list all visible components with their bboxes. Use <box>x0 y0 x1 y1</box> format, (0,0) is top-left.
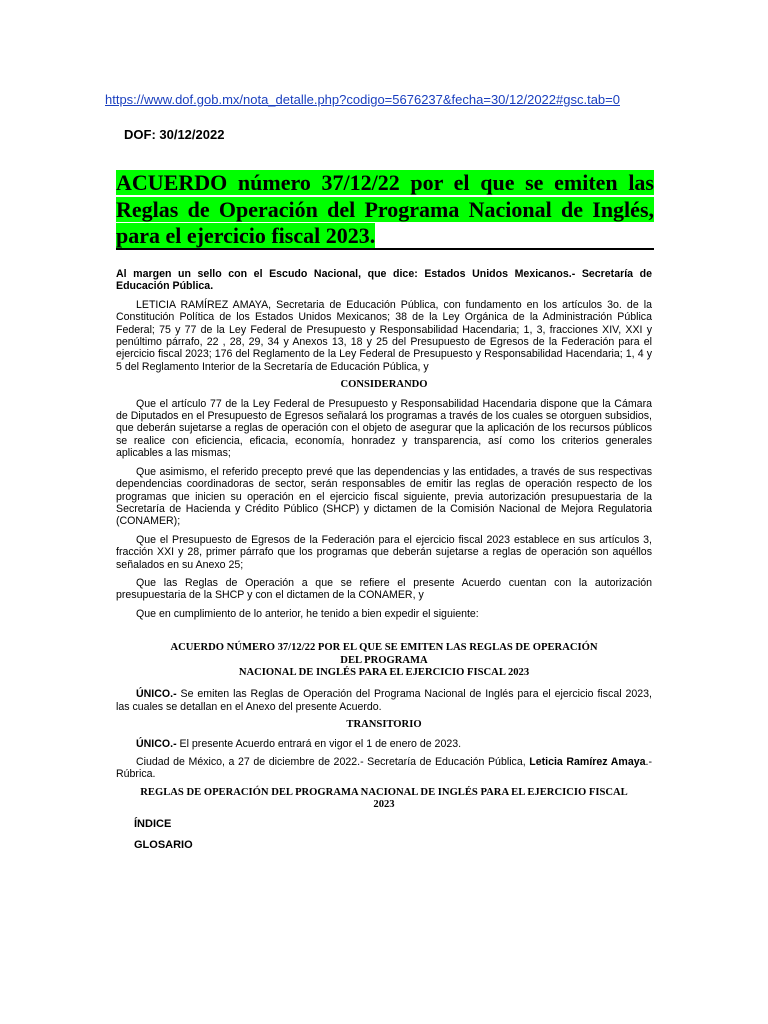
signature-paragraph <box>116 756 652 781</box>
intro-paragraph: LETICIA RAMÍREZ AMAYA, Secretaria de Educación Pública, con fundamento en los artículos 3o. de la Constitución Política de los Estados Unidos Mexicanos; 38 de la Ley Orgánica de la Administración Pública Federal; 75 y 77 de la Ley Federal de Presupuesto y Responsabilidad Hacendaria; 1, 3, fracciones XIV, XXI y penúltimo párrafo, 22 , 28, 29, 34 y Anexos 13, 18 y 25 del Presupuesto de Egresos de la Federación para el ejercicio fiscal 2023; 176 del Reglamento de la Ley Federal de Presupuesto y Responsabilidad Hacendaria; 1, 4 y 5 del Reglamento Interior de la Secretaría de Educación Pública, y <box>116 298 652 373</box>
dof-date: DOF: 30/12/2022 <box>124 127 225 142</box>
transitorio-label: ÚNICO.- <box>136 737 177 750</box>
signature-text: Ciudad de México, a 27 de diciembre de 2022.- Secretaría de Educación Pública, <box>136 756 530 768</box>
considerando-paragraph: Que asimismo, el referido precepto prevé que las dependencias y las entidades, a través de sus respectivas dependencias coordinadoras de sector, serán responsables de emitir las reglas de operación respecto de los programas que inicien su operación en el ejercicio fiscal siguiente, previa autorización presupuestaria de la Secretaría de Hacienda y Crédito Público (SHCP) y dictamen de la Comisión Nacional de Mejora Regulatoria (CONAMER); <box>116 465 652 528</box>
acuerdo-heading-line: ACUERDO NÚMERO 37/12/22 POR EL QUE SE EMITEN LAS REGLAS DE OPERACIÓN <box>170 642 598 654</box>
signature-tail: .- Rúbrica. <box>116 756 652 781</box>
considerando-paragraph: Que en cumplimiento de lo anterior, he tenido a bien expedir el siguiente: <box>136 607 479 620</box>
considerando-paragraph: Que las Reglas de Operación a que se refiere el presente Acuerdo cuentan con la autorización presupuestaria de la SHCP y con el dictamen de la CONAMER, y <box>116 576 652 602</box>
reglas-heading <box>116 787 652 812</box>
reglas-heading-line: 2023 <box>373 799 395 811</box>
title-divider <box>116 248 654 250</box>
title-highlight: ACUERDO número 37/12/22 por el que se emiten las Reglas de Operación del Programa Nacional de Inglés, para el ejercicio fiscal 2023. <box>116 170 654 248</box>
unico-paragraph <box>116 688 652 713</box>
considerando-paragraph: Que el Presupuesto de Egresos de la Federación para el ejercicio fiscal 2023 establece en sus artículos 3, fracción XXI y 28, primer párrafo que los programas que deberán sujetarse a reglas de operación son aquéllos señalados en su Anexo 25; <box>116 533 652 571</box>
considerando-heading: CONSIDERANDO <box>340 379 428 391</box>
document-title <box>116 170 654 250</box>
reglas-heading-line: REGLAS DE OPERACIÓN DEL PROGRAMA NACIONAL DE INGLÉS PARA EL EJERCICIO FISCAL <box>140 786 628 798</box>
acuerdo-heading-line: NACIONAL DE INGLÉS PARA EL EJERCICIO FISCAL 2023 <box>238 666 530 678</box>
acuerdo-heading-line: DEL PROGRAMA <box>340 654 428 666</box>
signature-name: Leticia Ramírez Amaya <box>529 756 646 768</box>
acuerdo-heading <box>116 642 652 679</box>
unico-label: ÚNICO.- <box>136 688 177 701</box>
transitorio-paragraph <box>116 738 652 750</box>
unico-text: Se emiten las Reglas de Operación del Programa Nacional de Inglés para el ejercicio fiscal 2023, las cuales se detallan en el Anexo del presente Acuerdo. <box>116 688 652 713</box>
document-body <box>116 268 652 860</box>
glossary-label: GLOSARIO <box>134 839 193 852</box>
transitorio-heading: TRANSITORIO <box>346 719 422 731</box>
transitorio-text: El presente Acuerdo entrará en vigor el 1 de enero de 2023. <box>176 737 462 750</box>
index-label: ÍNDICE <box>134 817 172 830</box>
seal-paragraph: Al margen un sello con el Escudo Nacional, que dice: Estados Unidos Mexicanos.- Secretaría de Educación Pública. <box>116 268 652 293</box>
source-url-link[interactable]: https://www.dof.gob.mx/nota_detalle.php?codigo=5676237&fecha=30/12/2022#gsc.tab=0 <box>105 92 620 107</box>
considerando-paragraph: Que el artículo 77 de la Ley Federal de Presupuesto y Responsabilidad Hacendaria dispone que la Cámara de Diputados en el Presupuesto de Egresos señalará los programas a través de los cuales se otorguen subsidios, que deberán sujetarse a reglas de operación con el objeto de asegurar que la aplicación de los recursos públicos se realice con eficiencia, eficacia, economía, honradez y transparencia, así como los criterios generales aplicables a las mismas; <box>116 397 652 460</box>
